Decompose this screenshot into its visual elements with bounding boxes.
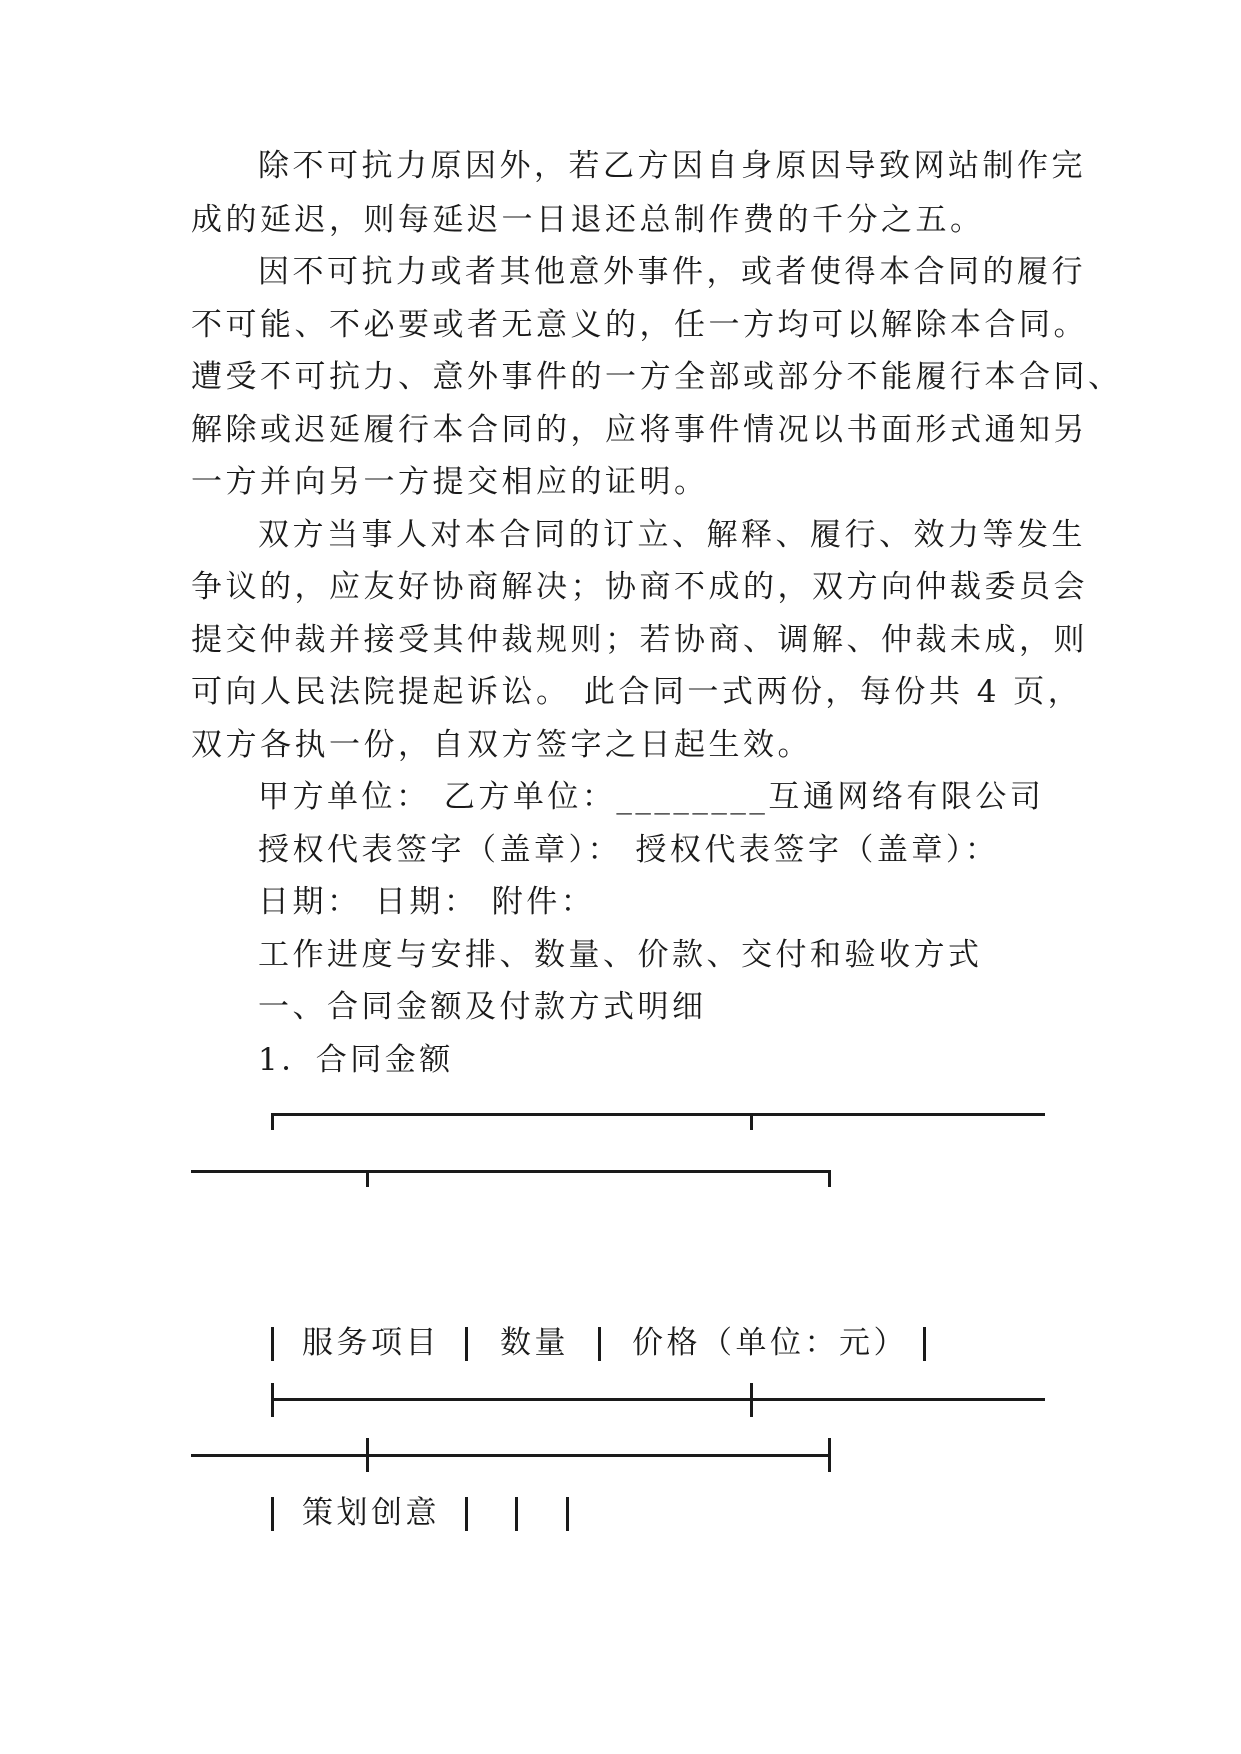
signature-authorized: 授权代表签字（盖章）： 授权代表签字（盖章）： [258, 832, 1000, 868]
paragraph-2-line-3: 遭受不可抗力、意外事件的一方全部或部分不能履行本合同、 [191, 359, 1123, 395]
table-top-tee-2 [366, 1170, 369, 1187]
signature-parties: 甲方单位： 乙方单位：________互通网络有限公司 [258, 779, 1045, 815]
table-header-service: 服务项目 [302, 1325, 440, 1361]
table-header-bar-1 [465, 1327, 468, 1361]
paragraph-3-line-4: 可向人民法院提起诉讼。 此合同一式两份，每份共 4 页， [191, 674, 1083, 710]
table-mid-right-tee [828, 1438, 831, 1472]
table-row-bar-3 [566, 1497, 569, 1531]
paragraph-2-line-2: 不可能、不必要或者无意义的，任一方均可以解除本合同。 [191, 307, 1088, 343]
table-row-bar-1 [465, 1497, 468, 1531]
table-header-bar-2 [598, 1327, 601, 1361]
paragraph-2-line-4: 解除或迟延履行本合同的，应将事件情况以书面形式通知另 [191, 412, 1088, 448]
table-header-quantity: 数量 [500, 1325, 569, 1361]
paragraph-3-line-3: 提交仲裁并接受其仲裁规则；若协商、调解、仲裁未成，则 [191, 622, 1088, 658]
schedule-title: 工作进度与安排、数量、价款、交付和验收方式 [258, 937, 983, 973]
table-mid-border-part-1 [271, 1398, 1045, 1401]
table-top-border-part-1 [271, 1113, 1045, 1116]
signature-date-attachment: 日期： 日期： 附件： [258, 884, 596, 920]
paragraph-1-line-1: 除不可抗力原因外，若乙方因自身原因导致网站制作完 [258, 148, 1086, 184]
table-row-bar-2 [515, 1497, 518, 1531]
table-mid-border-part-2 [191, 1454, 831, 1457]
paragraph-1-line-2: 成的延迟，则每延迟一日退还总制作费的千分之五。 [191, 202, 985, 238]
table-header-price: 价格（单位：元） [632, 1325, 908, 1361]
paragraph-2-line-1: 因不可抗力或者其他意外事件，或者使得本合同的履行 [258, 254, 1086, 290]
table-row-bar-left [271, 1497, 274, 1531]
table-top-right-corner [828, 1170, 831, 1187]
item-one-heading: 1．合同金额 [258, 1042, 454, 1078]
paragraph-2-line-5: 一方并向另一方提交相应的证明。 [191, 464, 709, 500]
paragraph-3-line-5: 双方各执一份，自双方签字之日起生效。 [191, 727, 812, 763]
paragraph-3-line-2: 争议的，应友好协商解决；协商不成的，双方向仲裁委员会 [191, 569, 1088, 605]
section-one-heading: 一、合同金额及付款方式明细 [258, 989, 707, 1025]
paragraph-3-line-1: 双方当事人对本合同的订立、解释、履行、效力等发生 [258, 517, 1086, 553]
table-top-border-part-2 [191, 1170, 831, 1173]
table-header-bar-left [271, 1327, 274, 1361]
table-row-service: 策划创意 [302, 1495, 440, 1531]
table-top-tee-1 [750, 1113, 753, 1130]
table-mid-cross-2 [366, 1438, 369, 1472]
table-header-bar-right [923, 1327, 926, 1361]
table-mid-cross-1 [750, 1383, 753, 1417]
